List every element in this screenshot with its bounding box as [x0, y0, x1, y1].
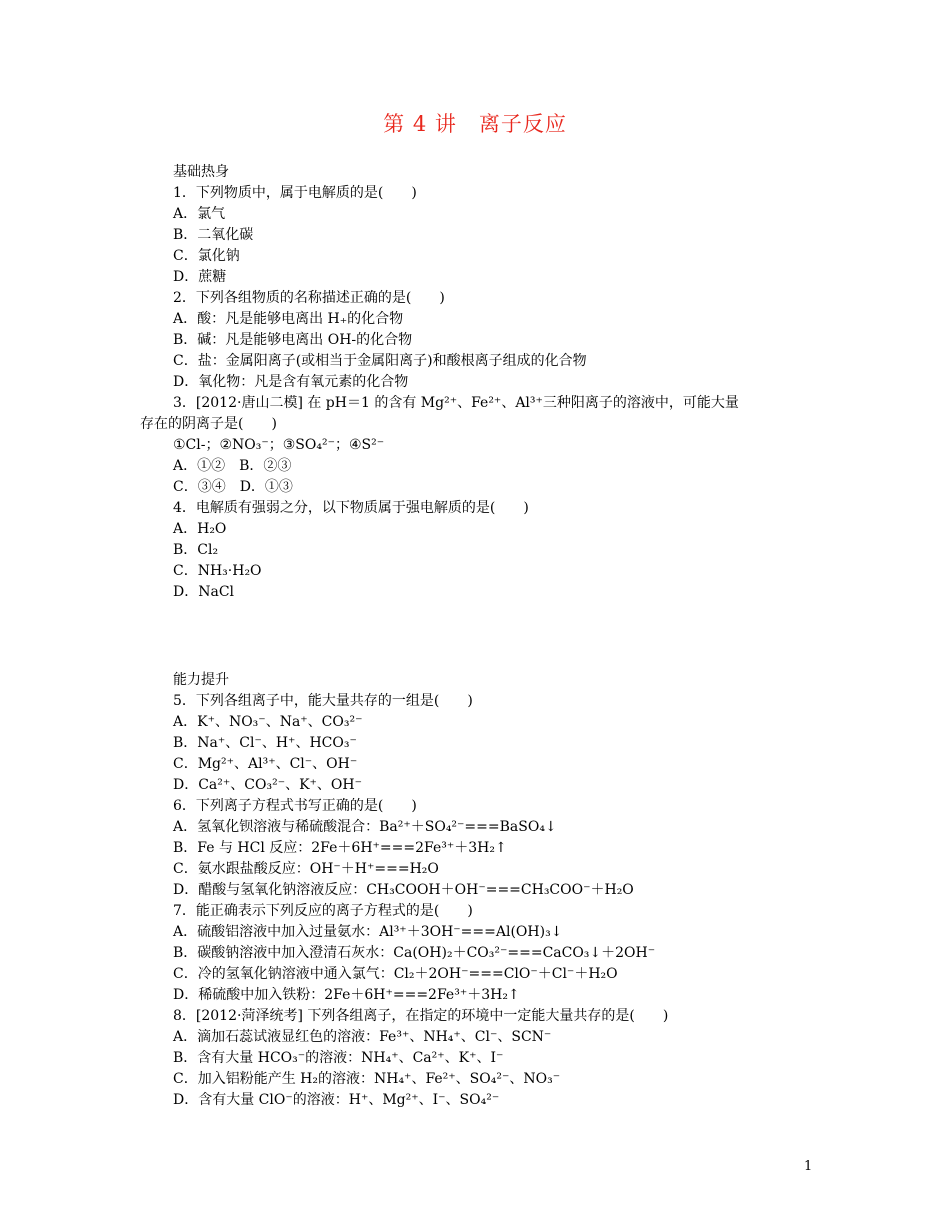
text-line: D．含有大量 ClO⁻的溶液：H⁺、Mg²⁺、I⁻、SO₄²⁻	[173, 1092, 500, 1108]
section-ability-improve	[140, 670, 820, 1111]
text-line: C．盐：金属阳离子(或相当于金属阳离子)和酸根离子组成的化合物	[173, 353, 587, 369]
text-line: 5．下列各组离子中，能大量共存的一组是( )	[173, 693, 473, 709]
text-line: B．碳酸钠溶液中加入澄清石灰水：Ca(OH)₂＋CO₃²⁻===CaCO₃↓＋2OH⁻	[173, 945, 656, 961]
text-line: C．氨水跟盐酸反应：OH⁻＋H⁺===H₂O	[173, 861, 439, 877]
text-line: D．氧化物：凡是含有氧元素的化合物	[173, 374, 409, 390]
text-line: C．Mg²⁺、Al³⁺、Cl⁻、OH⁻	[173, 756, 358, 772]
text-line: A．硫酸铝溶液中加入过量氨水：Al³⁺＋3OH⁻===Al(OH)₃↓	[173, 924, 563, 940]
text-line: B．Fe 与 HCl 反应：2Fe＋6H⁺===2Fe³⁺＋3H₂↑	[173, 840, 507, 856]
text-line: ①Cl-；②NO₃⁻；③SO₄²⁻；④S²⁻	[173, 437, 385, 453]
document-body	[140, 162, 820, 1111]
text-line: A．氯气	[173, 206, 226, 222]
text-line: C．③④ D．①③	[173, 479, 293, 495]
text-line: C．氯化钠	[173, 248, 240, 264]
text-line: C．NH₃·H₂O	[173, 563, 262, 579]
text-line: A．酸：凡是能够电离出 H₊的化合物	[173, 311, 404, 327]
section-basic-warmup	[140, 162, 820, 603]
text-line: B．Na⁺、Cl⁻、H⁺、HCO₃⁻	[173, 735, 357, 751]
text-line: D．醋酸与氢氧化钠溶液反应：CH₃COOH＋OH⁻===CH₃COO⁻＋H₂O	[173, 882, 634, 898]
section-heading: 基础热身	[173, 164, 229, 180]
section-heading: 能力提升	[173, 672, 229, 688]
text-line: A．①② B．②③	[173, 458, 292, 474]
text-line: A．滴加石蕊试液显红色的溶液：Fe³⁺、NH₄⁺、Cl⁻、SCN⁻	[173, 1029, 552, 1045]
text-line: B．碱：凡是能够电离出 OH-的化合物	[173, 332, 413, 348]
text-line: D．蔗糖	[173, 269, 227, 285]
text-line: B．含有大量 HCO₃⁻的溶液：NH₄⁺、Ca²⁺、K⁺、I⁻	[173, 1050, 504, 1066]
text-line: B．二氧化碳	[173, 227, 254, 243]
document-title: 第 4 讲 离子反应	[383, 112, 567, 136]
text-line: D．NaCl	[173, 584, 235, 600]
section-gap	[140, 603, 820, 670]
text-line: A．K⁺、NO₃⁻、Na⁺、CO₃²⁻	[173, 714, 363, 730]
text-line: 6．下列离子方程式书写正确的是( )	[173, 798, 417, 814]
text-line: 存在的阴离子是( )	[140, 416, 277, 432]
text-line: 1．下列物质中，属于电解质的是( )	[173, 185, 417, 201]
page-number: 1	[804, 1159, 813, 1174]
text-line: D．稀硫酸中加入铁粉：2Fe＋6H⁺===2Fe³⁺＋3H₂↑	[173, 987, 520, 1003]
text-line: 8．[2012·菏泽统考] 下列各组离子，在指定的环境中一定能大量共存的是( )	[173, 1008, 669, 1024]
text-line: 3．[2012·唐山二模] 在 pH＝1 的含有 Mg²⁺、Fe²⁺、Al³⁺三种阳离子的溶液中，可能大量	[173, 395, 739, 411]
text-line: 4．电解质有强弱之分，以下物质属于强电解质的是( )	[173, 500, 529, 516]
text-line: 7．能正确表示下列反应的离子方程式的是( )	[173, 903, 473, 919]
text-line: B．Cl₂	[173, 542, 219, 558]
text-line: A．氢氧化钡溶液与稀硫酸混合：Ba²⁺＋SO₄²⁻===BaSO₄↓	[173, 819, 557, 835]
text-line: D．Ca²⁺、CO₃²⁻、K⁺、OH⁻	[173, 777, 363, 793]
text-line: C．加入铝粉能产生 H₂的溶液：NH₄⁺、Fe²⁺、SO₄²⁻、NO₃⁻	[173, 1071, 561, 1087]
text-line: 2．下列各组物质的名称描述正确的是( )	[173, 290, 445, 306]
text-line: A．H₂O	[173, 521, 227, 537]
text-line: C．冷的氢氧化钠溶液中通入氯气：Cl₂＋2OH⁻===ClO⁻＋Cl⁻＋H₂O	[173, 966, 618, 982]
